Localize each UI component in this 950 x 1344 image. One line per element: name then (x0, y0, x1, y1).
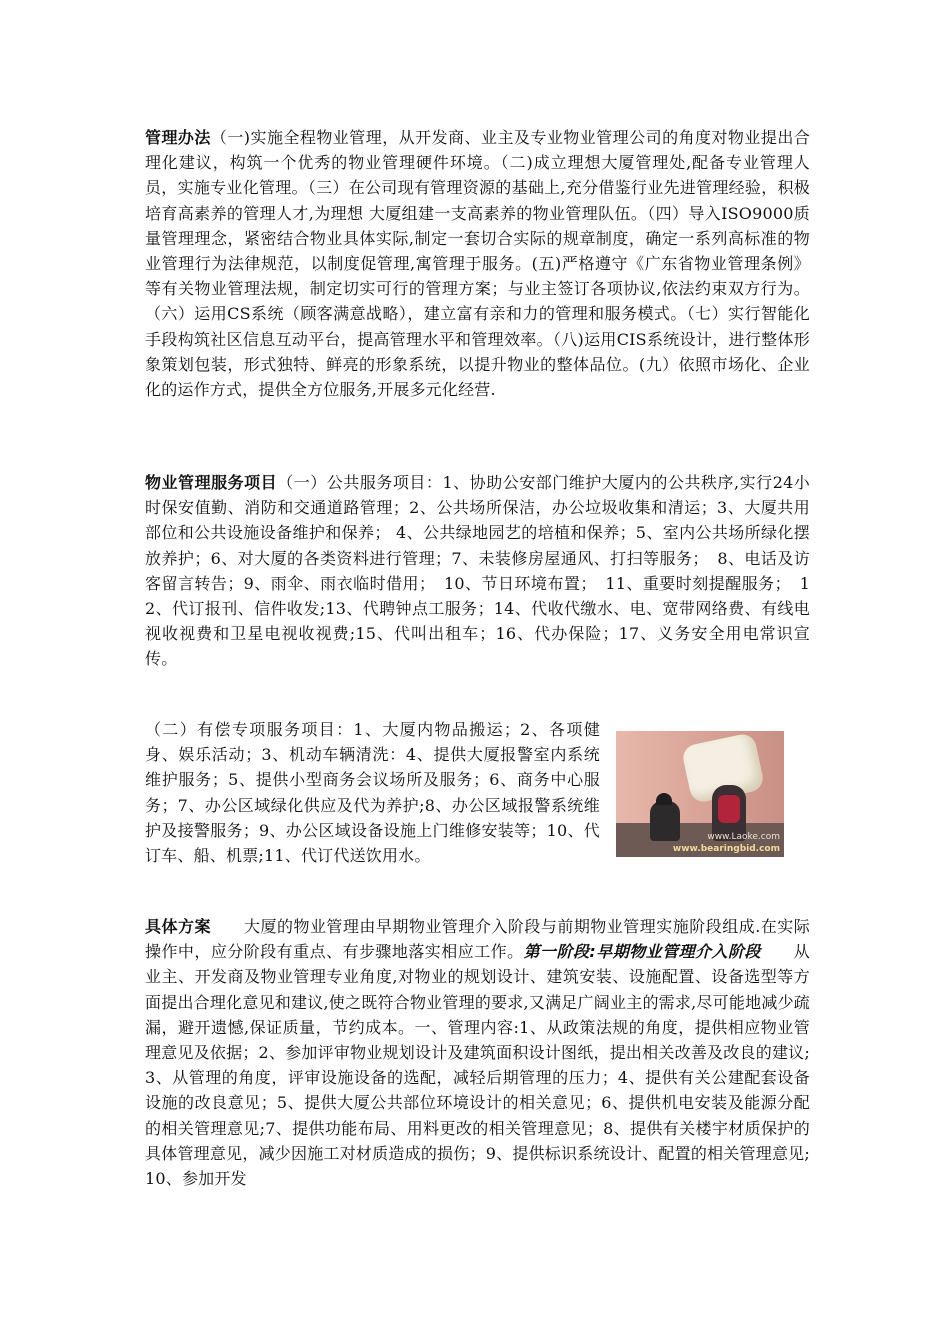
management-methods-paragraph (145, 125, 810, 402)
specific-plan-paragraph (145, 914, 810, 1191)
section-body: 从业主、开发商及物业管理专业角度,对物业的规划设计、建筑安装、设施配置、设备选型等方面提出合理化意见和建议,使之既符合物业管理的要求,又满足广阔业主的需求,尽可能地减少疏漏，避开遗憾,保证质量，节约成本。一、管理内容:1、从政策法规的角度，提供相应物业管理意见及依据；2、参加评审物业规划设计及建筑面积设计图纸，提出相关改善及改良的建议;3、从管理的角度，评审设施设备的选配，减轻后期管理的压力；4、提供有关公建配套设备设施的改良意见；5、提供大厦公共部位环境设计的相关意见；6、提供机电安装及能源分配的相关管理意见;7、提供功能布局、用料更改的相关管理意见；8、提供有关楼宇材质保护的具体管理意见，减少因施工对材质造成的损伤；9、提供标识系统设计、配置的相关管理意见;10、参加开发 (145, 942, 810, 1189)
section-heading-management-methods: 管理办法 (145, 128, 211, 147)
mover-figure-crouching (650, 801, 680, 841)
section-body: （一）公共服务项目：1、协助公安部门维护大厦内的公共秩序,实行24小时保安值勤、消防和交通道路管理；2、公共场所保洁，办公垃圾收集和清运；3、大厦共用部位和公共设施设备维护和保养； 4、公共绿地园艺的培植和保养；5、室内公共场所绿化摆放养护；6、对大厦的各类资料进行管理；7、未装修房屋通风、打扫等服务； 8、电话及访客留言转告；9、雨伞、雨衣临时借用； 10、节日环境布置； 11、重要时刻提醒服务； 12、代订报刊、信件收发;13、代聘钟点工服务；14、代收代缴水、电、宽带网络费、有线电视收视费和卫星电视收视费;15、代叫出租车；16、代办保险；17、义务安全用电常识宣传。 (145, 473, 810, 669)
section-body: 大厦的物业管理由早期物业管理介入阶段与前期物业管理实施阶段组成.在实际操作中，应分阶段有重点、有步骤地落实相应工作。 (145, 917, 810, 962)
service-items-paragraph (145, 470, 810, 672)
section-heading-specific-plan: 具体方案 (145, 917, 211, 936)
phase-heading: 第一阶段:早期物业管理介入阶段 (523, 942, 761, 962)
section-body: （二）有偿专项服务项目：1、大厦内物品搬运；2、各项健身、娱乐活动；3、机动车辆清洗：4、提供大厦报警室内系统维护服务；5、提供小型商务会议场所及服务；6、商务中心服务；7、办公区域绿化供应及代为养护;8、办公区域报警系统维护及接警服务；9、办公区域设备设施上门维修安装等；10、代订车、船、机票;11、代订代送饮用水。 (145, 720, 600, 866)
photo-watermark: www.Laoke.com (707, 832, 780, 842)
photo-watermark: www.bearingbid.com (672, 844, 780, 854)
movers-carrying-mattress-photo (616, 731, 784, 857)
paid-services-paragraph (145, 717, 600, 868)
section-body: （一)实施全程物业管理，从开发商、业主及专业物业管理公司的角度对物业提出合理化建议，构筑一个优秀的物业管理硬件环境。（二)成立理想大厦管理处,配备专业管理人员，实施专业化管理。（三）在公司现有管理资源的基础上,充分借鉴行业先进管理经验，积极培育高素养的管理人才,为理想 大厦组建一支高素养的物业管理队伍。（四）导入ISO9000质量管理理念，紧密结合物业具体实际,制定一套切合实际的规章制度，确定一系列高标准的物业管理行为法律规范，以制度促管理,寓管理于服务。(五)严格遵守《广东省物业管理条例》等有关物业管理法规，制定切实可行的管理方案；与业主签订各项协议,依法约束双方行为。（六）运用CS系统（顾客满意战略），建立富有亲和力的管理和服务模式。（七）实行智能化手段构筑社区信息互动平台，提高管理水平和管理效率。（八)运用CIS系统设计，进行整体形象策划包装，形式独特、鲜亮的形象系统，以提升物业的整体品位。(九）依照市场化、企业化的运作方式，提供全方位服务,开展多元化经营. (145, 128, 810, 400)
section-heading-service-items: 物业管理服务项目 (145, 473, 278, 492)
